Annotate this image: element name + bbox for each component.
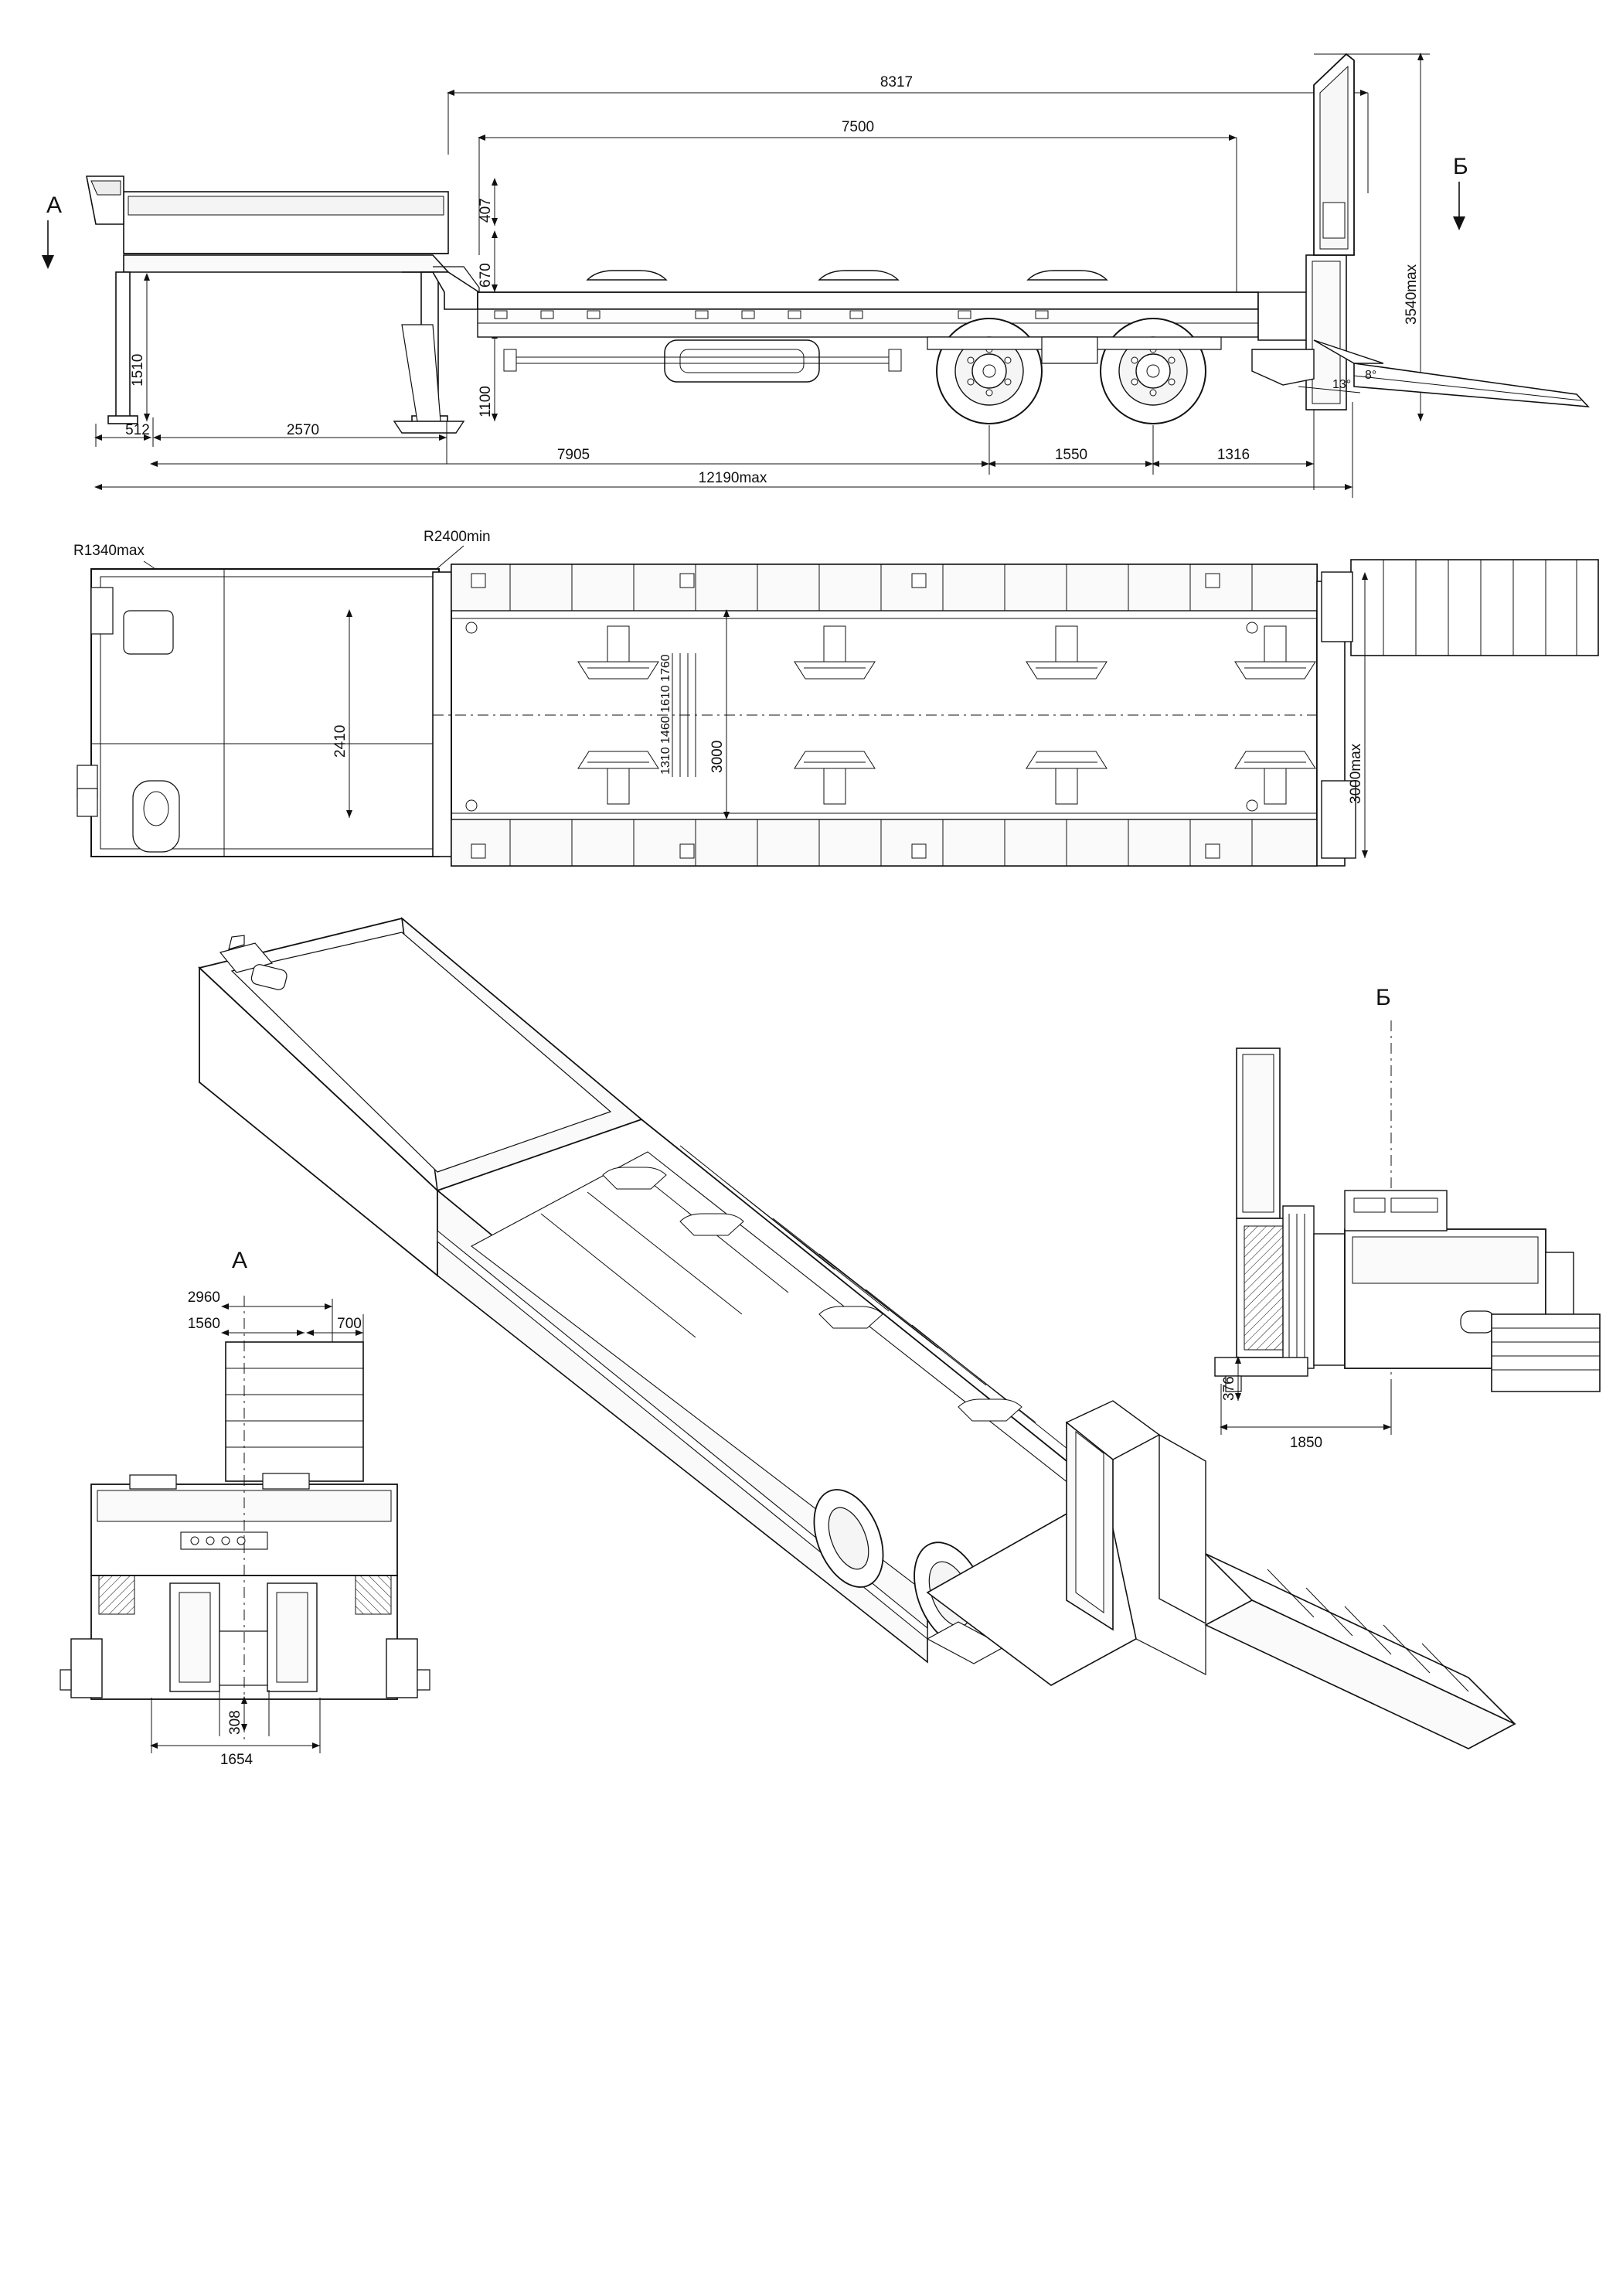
dim-1316: 1316 [1216,447,1250,463]
dim-407 [478,179,495,226]
side-view [42,54,1588,498]
section-label-b-top: Б [1453,154,1468,179]
dim-376: 376 [1221,1376,1237,1401]
dim-670 [478,232,495,292]
dim-7500: 7500 [841,119,875,135]
side-front-body [87,176,464,433]
top-ramp [1322,560,1598,656]
dim-1510 [130,274,147,421]
section-label-a-bottom: A [232,1248,248,1273]
dim-3000max: 3000max [1348,743,1364,804]
section-a-dims-bottom [151,1690,320,1768]
dim-2960: 2960 [187,1289,220,1306]
dim-1100 [478,332,495,421]
top-view [73,529,1598,866]
section-b-tower [1215,1048,1345,1392]
section-b [1215,985,1600,1451]
dim-3540max-text: 3540max [1404,264,1420,325]
dim-1654: 1654 [219,1752,253,1768]
section-a [60,1248,430,1768]
top-main-deck [433,560,1598,866]
dim-overall-upper [448,74,1368,193]
dim-angle-13: 13° [1332,378,1352,391]
dim-1560: 1560 [187,1316,220,1332]
dim-angle-8: 8° [1365,369,1377,382]
section-label-a-top: A [46,192,63,218]
dim-1100-text: 1100 [478,386,494,417]
section-a-dims-top [188,1289,363,1345]
top-gooseneck [77,569,451,857]
dim-1850: 1850 [1289,1435,1323,1451]
dim-1510-text: 1510 [130,353,146,387]
dim-308: 308 [227,1710,243,1735]
dim-12190max: 12190max [698,470,767,486]
dim-2410: 2410 [332,724,349,758]
dim-r2400min: R2400min [424,529,491,545]
dim-7905: 7905 [556,447,590,463]
dim-3000: 3000 [709,740,726,773]
dim-r1340max: R1340max [73,543,145,559]
section-a-ramp-stack [226,1342,363,1481]
dim-700: 700 [337,1316,362,1332]
dim-8317: 8317 [880,74,914,90]
dim-track-stack: 1310 1460 1610 1760 [659,654,672,775]
dim-2570: 2570 [286,422,320,438]
section-label-b-bottom: Б [1376,985,1391,1010]
dim-407-text: 407 [478,198,494,223]
dim-670-text: 670 [478,263,494,288]
dim-deck-length [479,119,1237,294]
section-mark-a-top [42,192,62,269]
section-b-body [1345,1191,1600,1392]
dim-1550: 1550 [1054,447,1088,463]
side-gooseneck [402,267,479,309]
section-mark-b-top [1453,154,1468,230]
dim-512: 512 [125,422,150,438]
